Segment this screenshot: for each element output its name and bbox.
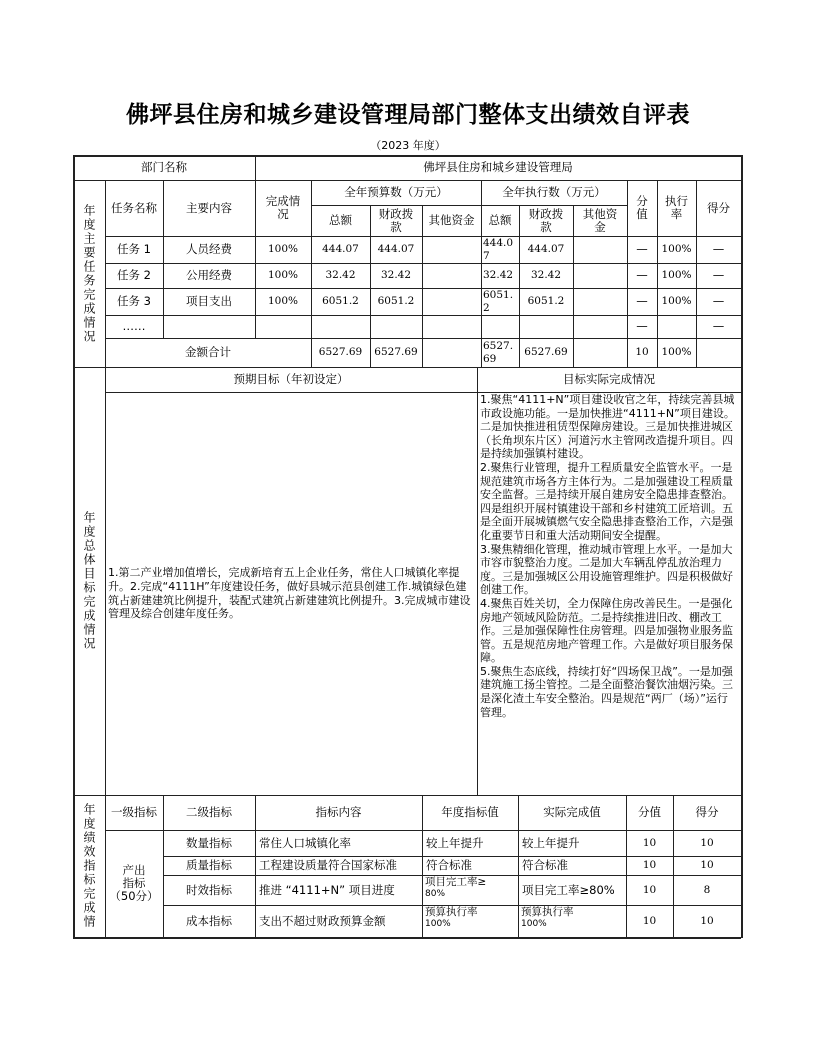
header-annual-value: 年度指标值 <box>441 805 499 819</box>
header-indicator-score-value: 分值 <box>638 805 661 819</box>
expected-goal-paragraph: 1.第二产业增加值增长，完成新培育五上企业任务，常住人口城镇化率提升。2.完成“4111H”年度建设任务，做好县城示范县创建工作.城镇绿色建筑占新建建筑比例提升，装配式建筑占新建建筑比例提升。3.完成城市建设管理及综合创建年度任务。 <box>108 566 471 621</box>
actual-goal-item: 2.聚焦行业管理，提升工程质量安全监管水平。一是规范建筑市场各方主体行为。二是加强建设工程质量安全监督。三是持续开展自建房安全隐患排查整治。四是组织开展村镇建设干部和乡村建筑工匠培训。五是全面开展城镇燃气安全隐患排查整治工作，六是强化重要节日和重大活动期间安全提醒。 <box>480 460 733 542</box>
total-budget-other <box>422 338 481 367</box>
tasks-side-label: 年度主要任务完成情况 <box>82 203 96 344</box>
task-score-value: — <box>636 268 648 282</box>
total-label: 金额合计 <box>185 345 231 359</box>
grid-line <box>105 236 106 338</box>
indicator-actual-main: 符合标准 <box>522 858 568 872</box>
header-indicator-score: 得分 <box>695 805 719 819</box>
year-subtitle: （2023 年度） <box>370 139 446 152</box>
header-score-value: 分值 <box>636 194 648 221</box>
task-completion: 100% <box>267 243 299 255</box>
task-exec-fiscal: 444.07 <box>527 243 565 255</box>
task-score-value: — <box>636 319 648 333</box>
header-task-name: 任务名称 <box>111 200 157 215</box>
task-exec-total: 444.07 <box>483 236 514 262</box>
grid-line <box>105 180 106 236</box>
indicator-content: 工程建设质量符合国家标准 <box>259 858 397 872</box>
actual-goal-item: 1.聚焦“4111+N”项目建设收官之年，持续完善县城市政设施功能。一是加快推进“4111+N”项目建设。二是加快推进租赁型保障房建设。三是加快推进城区（长角坝东片区）河道污水主管网改造提升项目。四是持续加强镇村建设。 <box>480 393 735 461</box>
indicator-score: 10 <box>700 859 714 871</box>
header-exec-total: 总额 <box>488 213 512 227</box>
indicator-actual-main: 项目完工率≥80% <box>522 882 615 897</box>
indicator-score-value: 10 <box>642 914 657 927</box>
indicator-actual-main: 预算执行率 <box>521 906 574 918</box>
task-score: — <box>712 294 725 308</box>
header-actual-value: 实际完成值 <box>543 805 601 819</box>
task-exec-other <box>573 263 627 288</box>
task-budget-total: 6051.2 <box>322 295 359 307</box>
grid-line <box>163 236 164 338</box>
task-budget-fiscal: 444.07 <box>377 243 415 255</box>
header-exec-fiscal: 财政拨款 <box>528 206 564 234</box>
grid-line <box>696 180 697 236</box>
level1-label: 产出指标 <box>122 863 146 890</box>
total-budget-total: 6527.69 <box>318 346 363 358</box>
indicator-score: 10 <box>700 836 714 849</box>
dept-name-value: 佛坪县住房和城乡建设管理局 <box>423 160 573 174</box>
grid-line <box>626 795 627 937</box>
indicator-annual-value <box>422 875 518 905</box>
task-content <box>163 315 255 338</box>
task-content: 项目支出 <box>186 294 232 308</box>
indicator-actual-value <box>518 905 626 937</box>
indicator-content: 支出不超过财政预算金额 <box>259 913 386 928</box>
grid-line <box>105 338 106 367</box>
task-score-value: — <box>636 294 648 308</box>
header-level1: 一级指标 <box>111 805 157 819</box>
task-completion: 100% <box>267 269 299 281</box>
total-budget-fiscal: 6527.69 <box>374 346 418 358</box>
task-exec-fiscal: 6051.2 <box>527 295 565 307</box>
indicator-level2: 时效指标 <box>186 882 232 897</box>
indicator-score-value: 10 <box>642 836 657 849</box>
task-exec-rate <box>657 315 696 338</box>
task-budget-fiscal <box>370 315 422 338</box>
task-exec-total: 32.42 <box>483 269 514 281</box>
header-budget-group: 全年预算数（万元） <box>344 185 448 199</box>
task-score-value: — <box>636 242 648 256</box>
task-name: …… <box>122 319 146 333</box>
task-budget-fiscal: 6051.2 <box>377 295 415 307</box>
task-exec-total: 6051.2 <box>483 288 514 314</box>
indicator-actual-value <box>518 875 626 905</box>
grid-line <box>311 180 312 236</box>
task-exec-rate: 100% <box>661 269 692 281</box>
task-budget-other <box>422 315 481 338</box>
task-exec-other <box>573 288 627 315</box>
task-budget-total: 32.42 <box>325 269 356 281</box>
header-budget-other: 其他资金 <box>428 213 475 227</box>
indicator-annual-main: 项目完工率≥ <box>425 876 487 888</box>
task-budget-total: 444.07 <box>322 243 359 255</box>
grid-line <box>657 180 658 236</box>
indicator-score: 10 <box>700 914 714 927</box>
task-name: 任务 2 <box>117 268 151 282</box>
indicator-level2: 数量指标 <box>186 835 232 850</box>
level1-points: （50分） <box>109 889 159 903</box>
total-exec-fiscal: 6527.69 <box>524 346 568 358</box>
total-exec-total: 6527.69 <box>483 339 514 365</box>
indicator-actual-value <box>518 856 626 875</box>
task-exec-fiscal <box>519 315 573 338</box>
grid-line <box>422 236 423 367</box>
task-score: — <box>712 242 725 256</box>
page-title: 佛坪县住房和城乡建设管理局部门整体支出绩效自评表 <box>126 101 690 128</box>
indicator-annual-sub: 80% <box>425 889 446 899</box>
indicator-content: 推进 “4111+N” 项目进度 <box>259 882 395 897</box>
indicator-level2: 成本指标 <box>186 913 232 928</box>
task-name: 任务 3 <box>117 294 151 308</box>
indicators-side-label: 年度绩效指标完成情 <box>82 803 96 929</box>
grid-line <box>163 180 164 236</box>
header-budget-fiscal: 财政拨款 <box>378 206 414 234</box>
task-exec-fiscal: 32.42 <box>530 269 562 281</box>
indicator-actual-sub: 100% <box>521 919 547 929</box>
indicator-annual-main: 预算执行率 <box>425 906 478 918</box>
header-exec-other: 其他资金 <box>582 206 618 234</box>
grid-line <box>311 205 627 206</box>
grid-line <box>627 236 628 367</box>
expected-goal-header: 预期目标（年初设定） <box>233 372 349 386</box>
grid-line <box>481 180 482 236</box>
total-score <box>696 338 741 367</box>
header-score: 得分 <box>707 200 730 215</box>
task-content: 公用经费 <box>186 268 232 282</box>
task-budget-other <box>422 263 481 288</box>
header-budget-total: 总额 <box>329 213 352 227</box>
total-exec-other <box>573 338 627 367</box>
grid-line <box>519 205 520 236</box>
task-completion <box>255 315 311 338</box>
task-exec-rate: 100% <box>661 295 692 307</box>
task-budget-other <box>422 236 481 263</box>
grid-line <box>163 795 164 937</box>
total-score-value: 10 <box>635 346 649 358</box>
indicator-annual-main: 符合标准 <box>426 858 472 872</box>
indicator-score-value: 10 <box>642 883 657 896</box>
task-score: — <box>712 319 725 333</box>
task-completion: 100% <box>267 295 299 307</box>
indicator-score: 8 <box>703 883 711 896</box>
indicator-annual-sub: 100% <box>425 919 451 929</box>
actual-goal-item: 4.聚焦百姓关切，全力保障住房改善民生。一是强化房地产领域风险防范。二是持续推进旧改、棚改工作。三是加强保障性住房管理。四是加强物业服务监管。五是规范房地产管理工作。六是做好项目服务保障。 <box>480 596 733 665</box>
goals-side-label: 年度总体目标完成情况 <box>82 511 96 651</box>
actual-goal-item: 5.聚焦生态底线，持续打好“四场保卫战”。一是加强建筑施工扬尘管控。二是全面整治餐饮油烟污染。三是深化渣土车安全整治。四是规范“两厂（场）”运行管理。 <box>480 664 733 719</box>
grid-line <box>627 180 628 236</box>
dept-name-label: 部门名称 <box>141 160 187 174</box>
task-budget-fiscal: 32.42 <box>380 269 412 281</box>
grid-line <box>741 155 743 938</box>
grid-line <box>657 236 658 367</box>
grid-line <box>573 205 574 236</box>
indicator-level2: 质量指标 <box>186 858 232 872</box>
indicator-actual-main: 较上年提升 <box>522 835 580 850</box>
grid-line <box>370 236 371 367</box>
indicator-content: 常住人口城镇化率 <box>259 835 351 850</box>
grid-line <box>255 795 256 937</box>
indicator-actual-value <box>518 830 626 856</box>
indicator-annual-value <box>422 830 518 856</box>
grid-line <box>518 795 519 937</box>
grid-line <box>255 236 256 338</box>
grid-line <box>370 205 371 236</box>
indicator-annual-value <box>422 856 518 875</box>
header-level2: 二级指标 <box>186 805 232 819</box>
level1-output-indicator <box>105 830 163 937</box>
task-budget-total <box>311 315 370 338</box>
task-budget-other <box>422 288 481 315</box>
grid-line <box>673 795 674 937</box>
grid-line <box>481 236 482 367</box>
grid-line <box>519 236 520 367</box>
task-name: 任务 1 <box>117 242 151 256</box>
header-completion: 完成情况 <box>265 194 301 221</box>
grid-line <box>422 205 423 236</box>
task-content: 人员经费 <box>186 242 232 256</box>
actual-goal-header: 目标实际完成情况 <box>563 372 655 386</box>
actual-goal-text <box>477 392 741 795</box>
grid-line <box>255 180 256 236</box>
header-exec-group: 全年执行数（万元） <box>502 185 606 199</box>
grid-line <box>311 236 312 367</box>
grid-line <box>73 937 741 939</box>
grid-line <box>255 155 256 180</box>
header-exec-rate: 执行率 <box>665 194 688 221</box>
header-main-content: 主要内容 <box>186 200 232 215</box>
task-exec-other <box>573 236 627 263</box>
task-exec-rate: 100% <box>661 243 692 255</box>
grid-line <box>573 236 574 367</box>
header-indicator-content: 指标内容 <box>315 805 362 819</box>
indicator-annual-value <box>422 905 518 937</box>
grid-line <box>105 795 106 937</box>
grid-line <box>696 236 697 367</box>
actual-goal-item: 3.聚焦精细化管理，推动城市管理上水平。一是加大市容市貌整治力度。二是加大车辆乱停乱放治理力度。三是加强城区公用设施管理维护。四是积极做好创建工作。 <box>480 542 733 597</box>
task-exec-other <box>573 315 627 338</box>
indicator-annual-main: 较上年提升 <box>426 835 484 850</box>
expected-goal-text <box>105 392 477 795</box>
task-exec-total <box>481 315 519 338</box>
grid-line <box>422 795 423 937</box>
indicator-score-value: 10 <box>642 859 657 871</box>
task-score: — <box>712 268 725 282</box>
total-exec-rate: 100% <box>661 346 692 358</box>
